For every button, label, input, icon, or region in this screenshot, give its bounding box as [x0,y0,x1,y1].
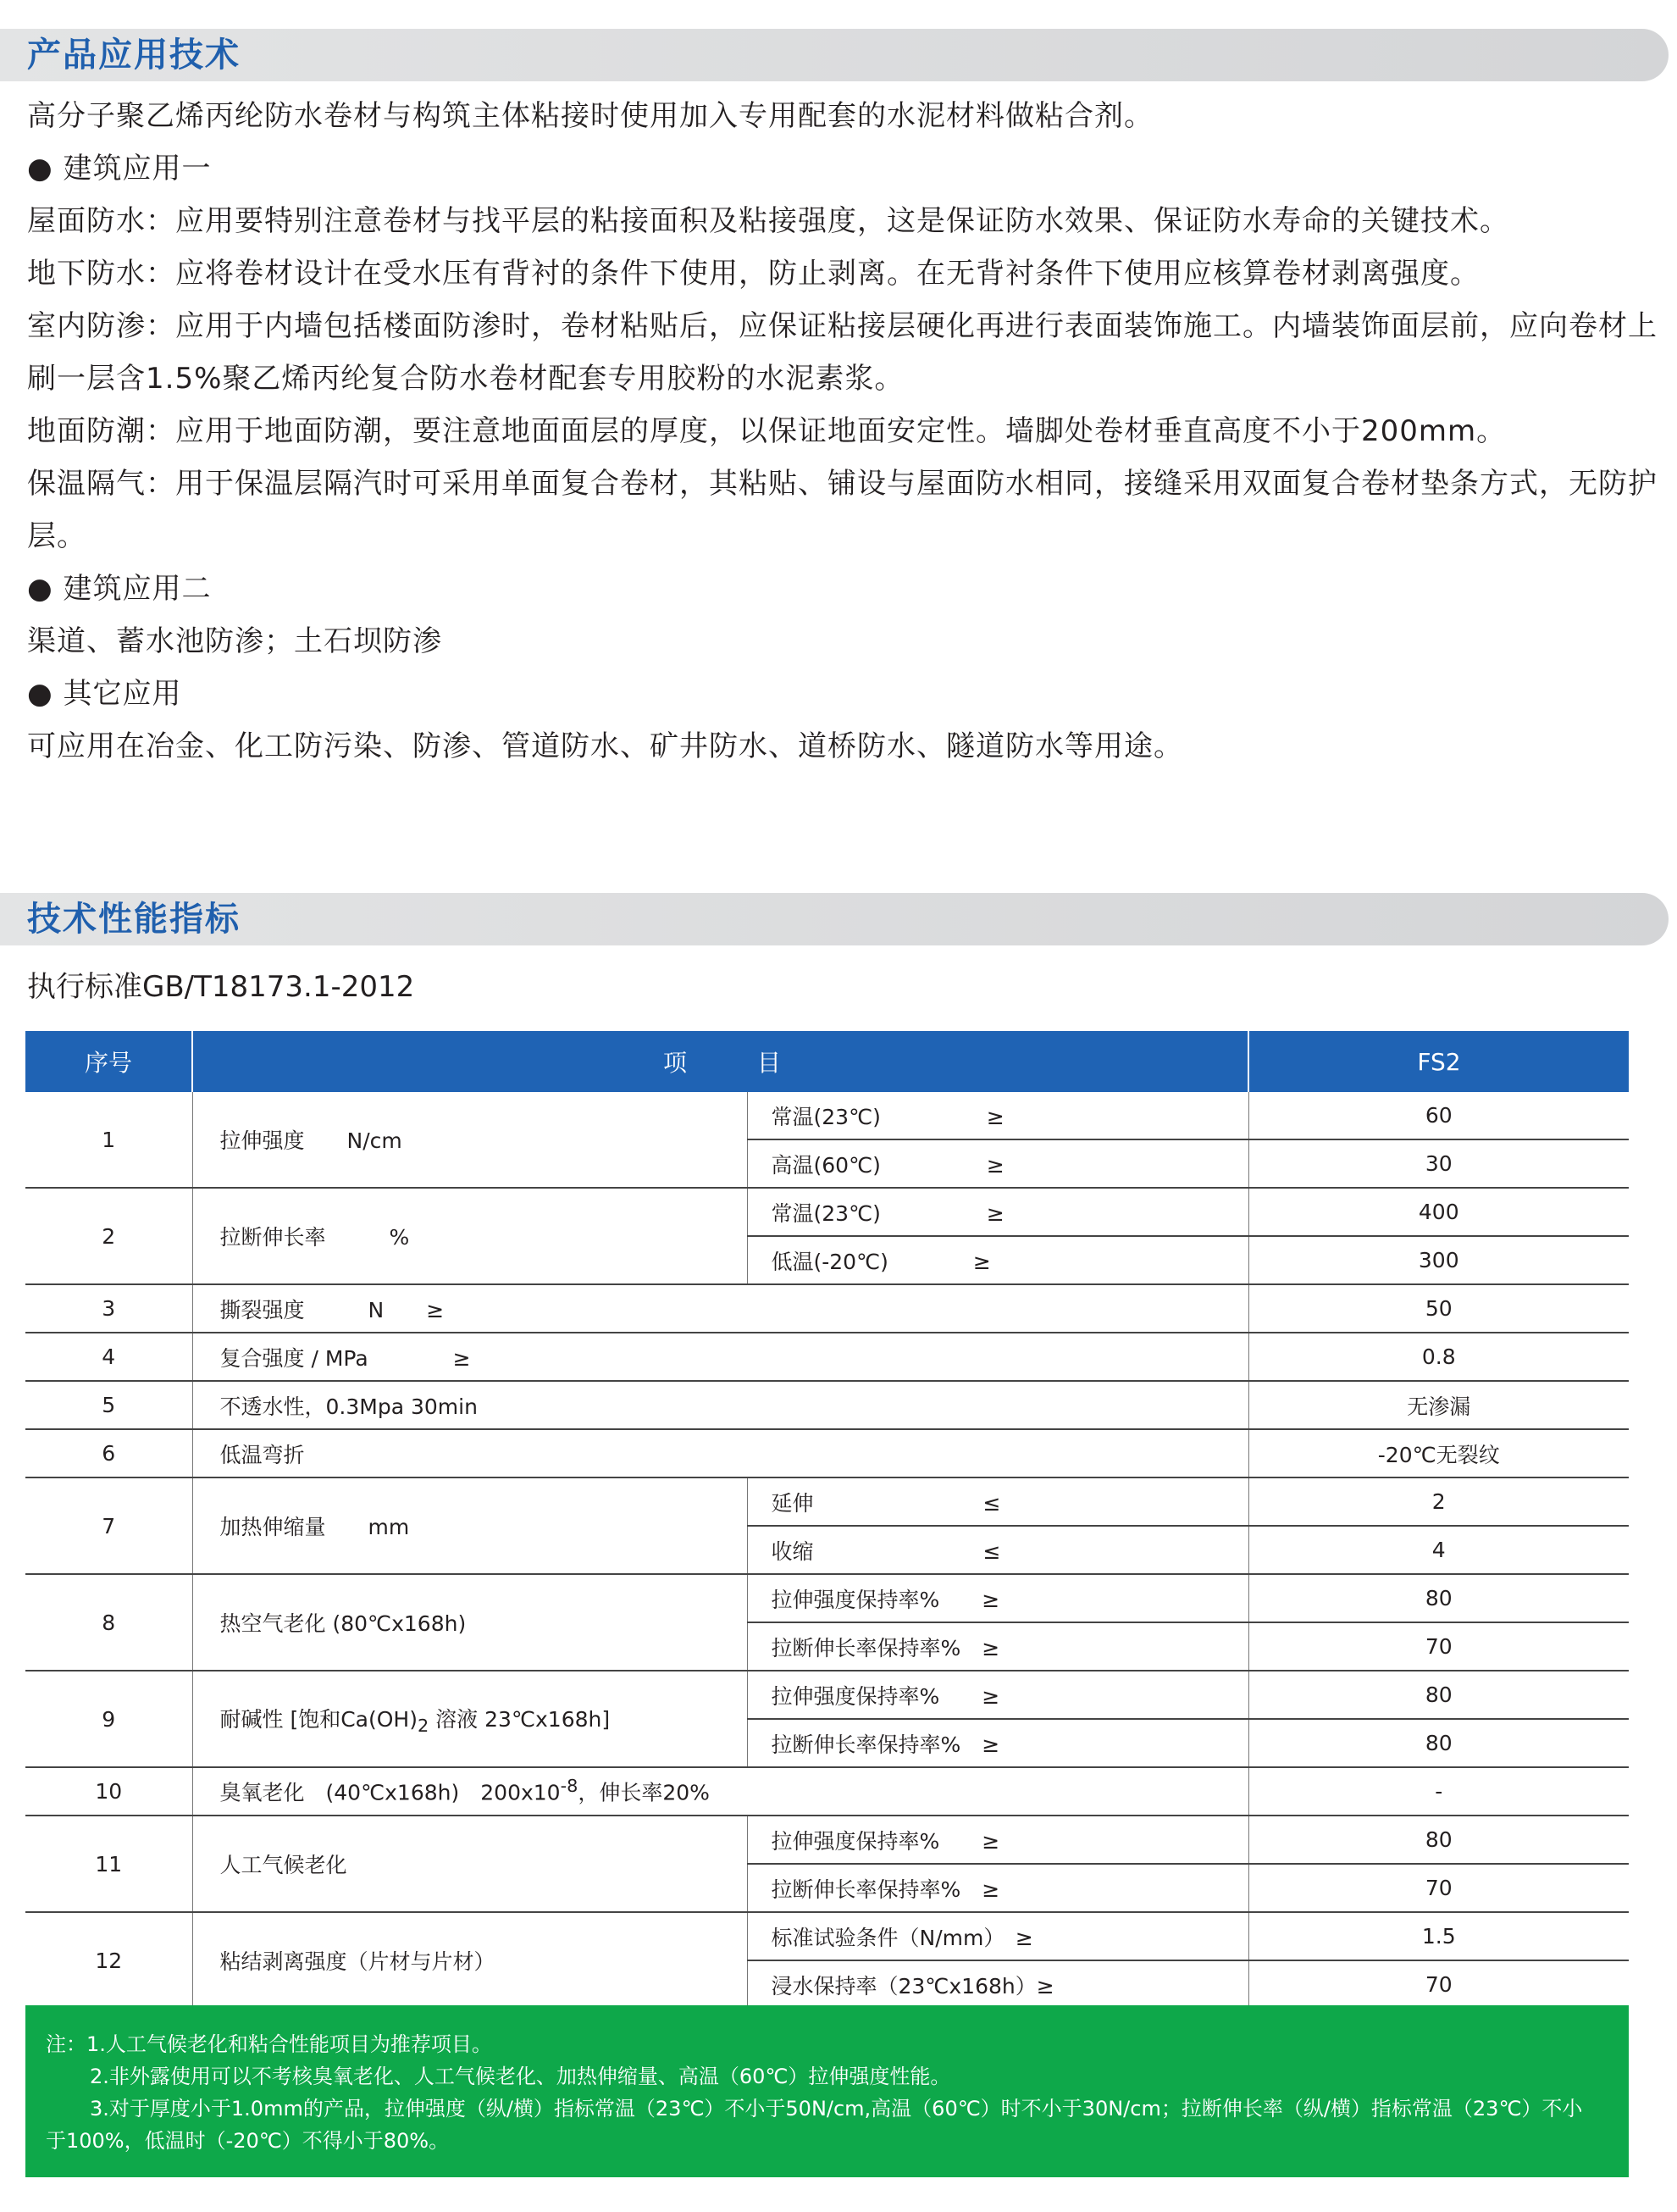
row-item: 加热伸缩量 mm [192,1477,747,1574]
row-value: 50 [1248,1284,1629,1333]
row-item-subscript: 2 [417,1715,429,1736]
note-line: 2.非外露使用可以不考核臭氧老化、人工气候老化、加热伸缩量、高温（60℃）拉伸强度性能。 [90,2065,951,2088]
row-item-text: 溶液 23℃x168h] [429,1706,611,1732]
row-sub-item: 低温(-20℃) ≥ [747,1236,1248,1284]
table-row [25,1912,1629,1960]
row-sub-item: 拉断伸长率保持率% ≥ [747,1622,1248,1671]
row-value: - [1248,1767,1629,1816]
table-header-row [25,1031,1629,1092]
paragraph: 可应用在冶金、化工防污染、防渗、管道防水、矿井防水、道桥防水、隧道防水等用途。 [27,729,1183,763]
bullet-heading: ● 建筑应用二 [27,572,212,606]
paragraph: 室内防渗：应用于内墙包括楼面防渗时，卷材粘贴后，应保证粘接层硬化再进行表面装饰施工。内墙装饰面层前，应向卷材上刷一层含1.5%聚乙烯丙纶复合防水卷材配套专用胶粉的水泥素浆。 [27,309,1658,396]
row-no: 11 [25,1816,192,1912]
row-value: 70 [1248,1960,1629,2009]
row-sub-item: 常温(23℃) ≥ [747,1092,1248,1139]
note-line: 于100%，低温时（-20℃）不得小于80%。 [46,2129,450,2153]
table-row [25,1188,1629,1236]
table-row [25,1816,1629,1864]
row-item-text: ，伸长率20% [578,1780,710,1805]
paragraph: 屋面防水：应用要特别注意卷材与找平层的粘接面积及粘接强度，这是保证防水效果、保证防水寿命的关键技术。 [27,204,1509,238]
bullet-heading: ● 其它应用 [27,677,182,711]
row-item [192,1767,1248,1816]
row-item: 复合强度 / MPa ≥ [192,1333,1248,1381]
row-value: 2 [1248,1477,1629,1526]
row-value: 80 [1248,1719,1629,1767]
paragraph: 保温隔气：用于保温层隔汽时可采用单面复合卷材，其粘贴、铺设与屋面防水相同，接缝采用双面复合卷材垫条方式，无防护层。 [27,467,1658,553]
paragraph: 地面防潮：应用于地面防潮，要注意地面面层的厚度，以保证地面安定性。墙脚处卷材垂直高度不小于200mm。 [27,414,1507,448]
table-row [25,1574,1629,1622]
row-value: 70 [1248,1622,1629,1671]
row-sub-item: 拉伸强度保持率% ≥ [747,1816,1248,1864]
note-line: 注：1.人工气候老化和粘合性能项目为推荐项目。 [46,2032,492,2056]
table-row [25,1429,1629,1477]
row-sub-item: 延伸 ≤ [747,1477,1248,1526]
header-item [192,1031,1248,1092]
spec-table [25,1031,1629,2010]
row-no: 10 [25,1767,192,1816]
header-item-a: 项 [663,1049,688,1077]
row-item: 低温弯折 [192,1429,1248,1477]
section-title: 产品应用技术 [27,36,241,75]
row-no: 4 [25,1333,192,1381]
table-row [25,1284,1629,1333]
row-item: 拉伸强度 N/cm [192,1092,747,1188]
row-sub-item: 常温(23℃) ≥ [747,1188,1248,1236]
table-row [25,1333,1629,1381]
table-row [25,1767,1629,1816]
row-no: 7 [25,1477,192,1574]
row-no: 8 [25,1574,192,1671]
section-bar-application [0,29,1669,81]
row-item: 热空气老化 (80℃x168h) [192,1574,747,1671]
table-row [25,1477,1629,1526]
row-no: 12 [25,1912,192,2009]
section-bar-specs [0,893,1669,945]
header-item-b: 目 [756,1049,781,1077]
row-item: 人工气候老化 [192,1816,747,1912]
row-sub-item: 拉断伸长率保持率% ≥ [747,1864,1248,1912]
row-no: 1 [25,1092,192,1188]
header-no: 序号 [25,1031,192,1092]
notes-box [25,2005,1629,2177]
row-no: 2 [25,1188,192,1284]
row-item-text: 臭氧老化 (40℃x168h) 200x10 [219,1780,561,1805]
row-item: 撕裂强度 N ≥ [192,1284,1248,1333]
row-sub-item: 收缩 ≤ [747,1526,1248,1574]
row-item: 粘结剥离强度（片材与片材） [192,1912,747,2009]
row-value: 4 [1248,1526,1629,1574]
paragraph: 地下防水：应将卷材设计在受水压有背衬的条件下使用，防止剥离。在无背衬条件下使用应核算卷材剥离强度。 [27,257,1480,291]
row-value: 无渗漏 [1248,1381,1629,1429]
note-line: 3.对于厚度小于1.0mm的产品，拉伸强度（纵/横）指标常温（23℃）不小于50N/cm,高温（60℃）时不小于30N/cm；拉断伸长率（纵/横）指标常温（23℃）不小 [90,2097,1583,2121]
row-item-text: 耐碱性 [饱和Ca(OH) [219,1706,418,1732]
row-value: 300 [1248,1236,1629,1284]
row-value: -20℃无裂纹 [1248,1429,1629,1477]
row-sub-item: 标准试验条件（N/mm） ≥ [747,1912,1248,1960]
header-fs2: FS2 [1248,1031,1629,1092]
row-sub-item: 拉伸强度保持率% ≥ [747,1671,1248,1719]
application-text [27,90,1658,773]
row-value: 1.5 [1248,1912,1629,1960]
row-sub-item: 高温(60℃) ≥ [747,1139,1248,1188]
row-value: 0.8 [1248,1333,1629,1381]
row-item: 拉断伸长率 % [192,1188,747,1284]
row-sub-item: 浸水保持率（23℃x168h）≥ [747,1960,1248,2009]
table-row [25,1092,1629,1139]
row-value: 80 [1248,1671,1629,1719]
row-sub-item: 拉伸强度保持率% ≥ [747,1574,1248,1622]
row-sub-item: 拉断伸长率保持率% ≥ [747,1719,1248,1767]
row-value: 80 [1248,1574,1629,1622]
row-value: 80 [1248,1816,1629,1864]
table-row [25,1381,1629,1429]
row-no: 5 [25,1381,192,1429]
row-item [192,1671,747,1767]
row-value: 70 [1248,1864,1629,1912]
bullet-heading: ● 建筑应用一 [27,152,212,186]
row-value: 30 [1248,1139,1629,1188]
row-value: 60 [1248,1092,1629,1139]
paragraph: 高分子聚乙烯丙纶防水卷材与构筑主体粘接时使用加入专用配套的水泥材料做粘合剂。 [27,99,1154,133]
paragraph: 渠道、蓄水池防渗；土石坝防渗 [27,624,442,658]
row-no: 9 [25,1671,192,1767]
row-no: 6 [25,1429,192,1477]
row-item: 不透水性，0.3Mpa 30min [192,1381,1248,1429]
row-value: 400 [1248,1188,1629,1236]
standard-line: 执行标准GB/T18173.1-2012 [27,970,415,1004]
section-title: 技术性能指标 [27,900,241,939]
row-item-superscript: -8 [560,1776,578,1797]
row-no: 3 [25,1284,192,1333]
table-row [25,1671,1629,1719]
